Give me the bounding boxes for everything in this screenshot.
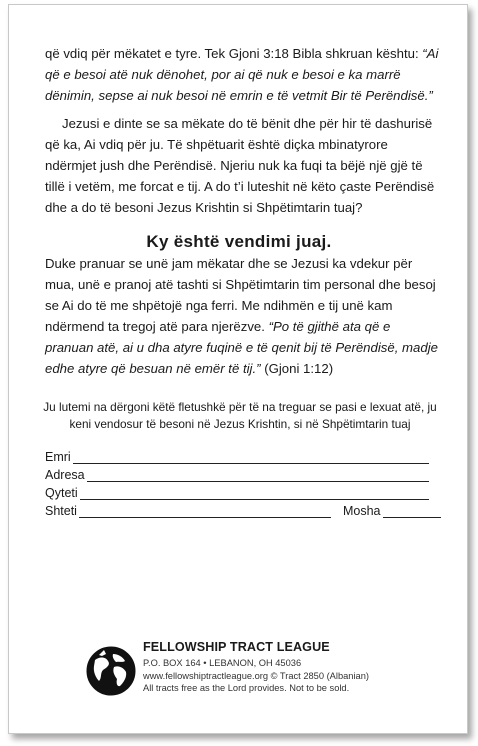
state-field[interactable] [79,505,331,518]
address-label: Adresa [45,468,85,482]
paragraph-1 [45,43,440,106]
address-field[interactable] [87,469,429,482]
name-field[interactable] [73,451,429,464]
publisher-name: FELLOWSHIP TRACT LEAGUE [143,640,330,654]
publisher-text [143,640,369,695]
name-row [45,446,429,464]
age-label: Mosha [342,504,381,518]
address-row [45,464,429,482]
city-label: Qyteti [45,486,78,500]
state-age-row [45,500,429,518]
globe-logo-icon [86,646,136,696]
city-field[interactable] [80,487,429,500]
paragraph-2: Jezusi e dinte se sa mëkate do të bënit dhe për hir të dashurisë që ka, Ai vdiq për ju. Të shpëtuarit është diçka mbinatyrore ndërmjet jush dhe Perëndisë. Njeriu nuk ka fuqi ta bëjë një gjë të tillë i vetëm, me forcat e tij. A do t’i luteshit në këto çaste Perëndisë dhe a do të besoni Jezus Krishtin si Shpëtimtarin tuaj? [45,116,435,215]
state-label: Shteti [45,504,77,518]
age-field[interactable] [383,505,441,518]
john-1-12-reference: (Gjoni 1:12) [260,361,334,376]
john-1-12-quote: “Po të gjithë ata që e pranuan atë, ai u dha atyre fuqinë e të qenit bij të Perëndisë, madje edhe atyre që besuan në emër të tij.” [45,319,438,376]
publisher-website: www.fellowshiptractleague.org © Tract 2850 (Albanian) [143,670,369,681]
publisher-disclaimer: All tracts free as the Lord provides. Not to be sold. [143,683,350,693]
decision-heading: Ky është vendimi juaj. [146,232,332,251]
paragraph-3 [45,253,440,379]
paragraph-1-text: që vdiq për mëkatet e tyre. Tek Gjoni 3:18 Bibla shkruan kështu: [45,46,423,61]
response-note: Ju lutemi na dërgoni këtë fletushkë për të na treguar se pasi e lexuat atë, ju keni vendosur të besoni në Jezus Krishtin, si në Shpëtimtarin tuaj [43,400,437,431]
city-row [45,482,429,500]
paragraph-3-text: Duke pranuar se unë jam mëkatar dhe se Jezusi ka vdekur për mua, unë e pranoj atë tashti si Shpëtimtarin tim personal dhe besoj se Ai do të me shpëtojë nga ferri. Me ndihmën e tij unë kam ndërmend ta tregoj atë para njerëzve. [45,256,436,334]
john-3-18-quote: “Ai që e besoi atë nuk dënohet, por ai që nuk e besoi e ka marrë dënimin, sepse ai nuk besoi në emrin e të vetmit Bir të Perëndisë.” [45,46,439,103]
response-form [45,446,429,518]
publisher-address: P.O. BOX 164 • LEBANON, OH 45036 [143,658,302,668]
name-label: Emri [45,450,71,464]
